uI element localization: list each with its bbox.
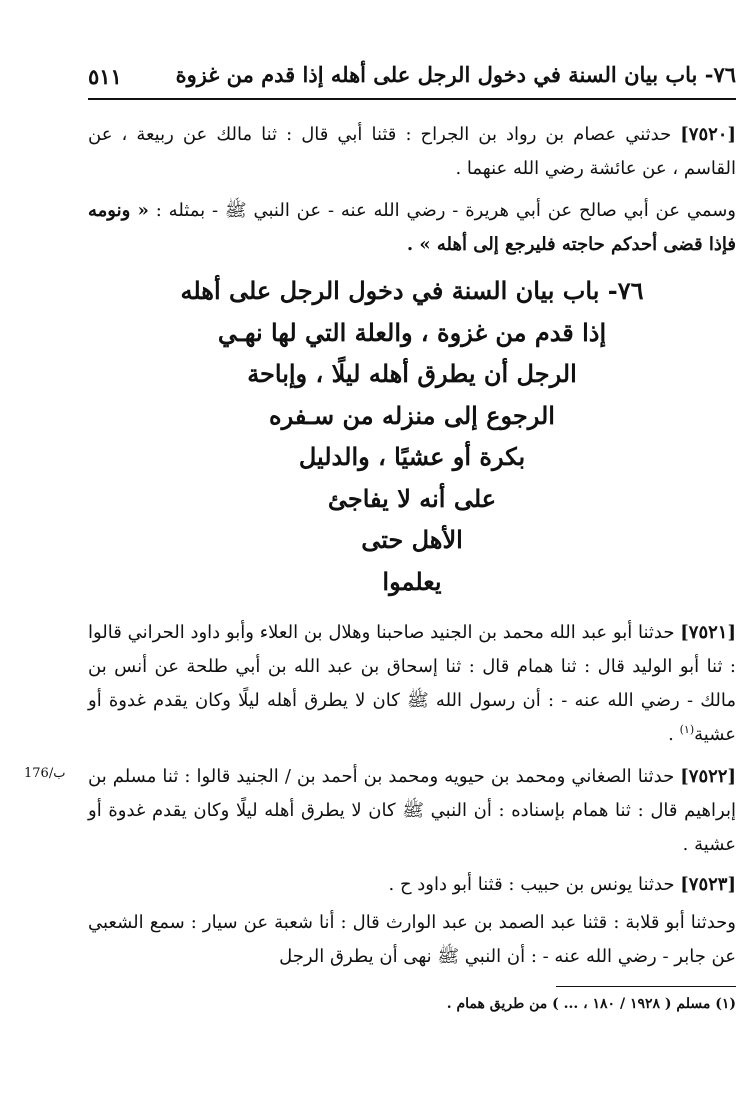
continuation-quote: « ونومه فإذا قضى أحدكم حاجته فليرجع إلى أهله » . [88, 200, 736, 255]
hadith-text: حدثنا أبو عبد الله محمد بن الجنيد صاحبنا وهلال بن العلاء وأبو داود الحراني قالوا : ثنا أبو الوليد قال : ثنا همام قال : ثنا إسحاق بن عبد الله بن أبي طلحة عن أنس بن مالك - رضي الله عنه - : أن رسول الله ﷺ كان لا يطرق أهله ليلًا وكان يقدم غدوة أو عشية [88, 622, 736, 745]
hadith-number: [٧٥٢١] [680, 622, 736, 643]
chapter-heading-line: الرجل أن يطرق أهله ليلًا ، وإباحة [247, 359, 577, 388]
hadith-7522 [88, 760, 736, 862]
hadith-end: . [668, 724, 680, 745]
chapter-heading-line: يعلموا [382, 566, 442, 596]
continuation-text: وسمي عن أبي صالح عن أبي هريرة - رضي الله عنه - عن النبي ﷺ - بمثله : [155, 200, 737, 221]
hadith-text: حدثنا يونس بن حبيب : قثنا أبو داود ح . [388, 874, 675, 895]
hadith-text: حدثني عصام بن رواد بن الجراح : قثنا أبي قال : ثنا مالك عن ربيعة ، عن القاسم ، عن عائشة رضي الله عنهما . [88, 124, 736, 179]
page-header [88, 58, 736, 92]
running-title: ٧٦- باب بيان السنة في دخول الرجل على أهله إذا قدم من غزوة [175, 62, 736, 87]
chapter-heading-line: إذا قدم من غزوة ، والعلة التي لها نهـي [217, 317, 607, 347]
manuscript-folio-note: 176/ب [24, 766, 66, 781]
chapter-heading-line: على أنه لا يفاجئ [327, 483, 497, 513]
hadith-text: حدثنا الصغاني ومحمد بن حيويه ومحمد بن أحمد بن / الجنيد قالوا : ثنا مسلم بن إبراهيم قال : ثنا همام بإسناده : أن النبي ﷺ كان لا يطرق أهله ليلًا وكان يقدم غدوة أو عشية . [88, 766, 736, 855]
footnote: (١) مسلم ( ١٩٢٨ / ١٨٠ ، ... ) من طريق همام . [446, 996, 736, 1012]
chapter-heading-line: بكرة أو عشيًا ، والدليل [298, 442, 526, 471]
chapter-heading-line: الأهل حتى [361, 525, 463, 554]
hadith-7523 [88, 868, 736, 902]
page-number: ٥١١ [88, 64, 122, 89]
hadith-number: [٧٥٢٠] [680, 124, 736, 145]
hadith-number: [٧٥٢٢] [680, 766, 736, 787]
chapter-heading-line: الرجوع إلى منزله من سـفره [269, 400, 555, 430]
chapter-heading [88, 270, 736, 602]
hadith-7521 [88, 616, 736, 752]
footnote-rule [556, 986, 736, 987]
hadith-7520 [88, 118, 736, 186]
hadith-continuation-2 [88, 906, 736, 974]
hadith-continuation [88, 194, 736, 262]
hadith-number: [٧٥٢٣] [680, 874, 736, 895]
chapter-heading-line: ٧٦- باب بيان السنة في دخول الرجل على أهله [180, 276, 644, 305]
header-rule [88, 98, 736, 100]
continuation-text: وحدثنا أبو قلابة : قثنا عبد الصمد بن عبد الوارث قال : أنا شعبة عن سيار : سمع الشعبي عن جابر - رضي الله عنه - : أن النبي ﷺ نهى أن يطرق الرجل [88, 912, 736, 967]
footnote-marker: (١) [679, 723, 695, 736]
